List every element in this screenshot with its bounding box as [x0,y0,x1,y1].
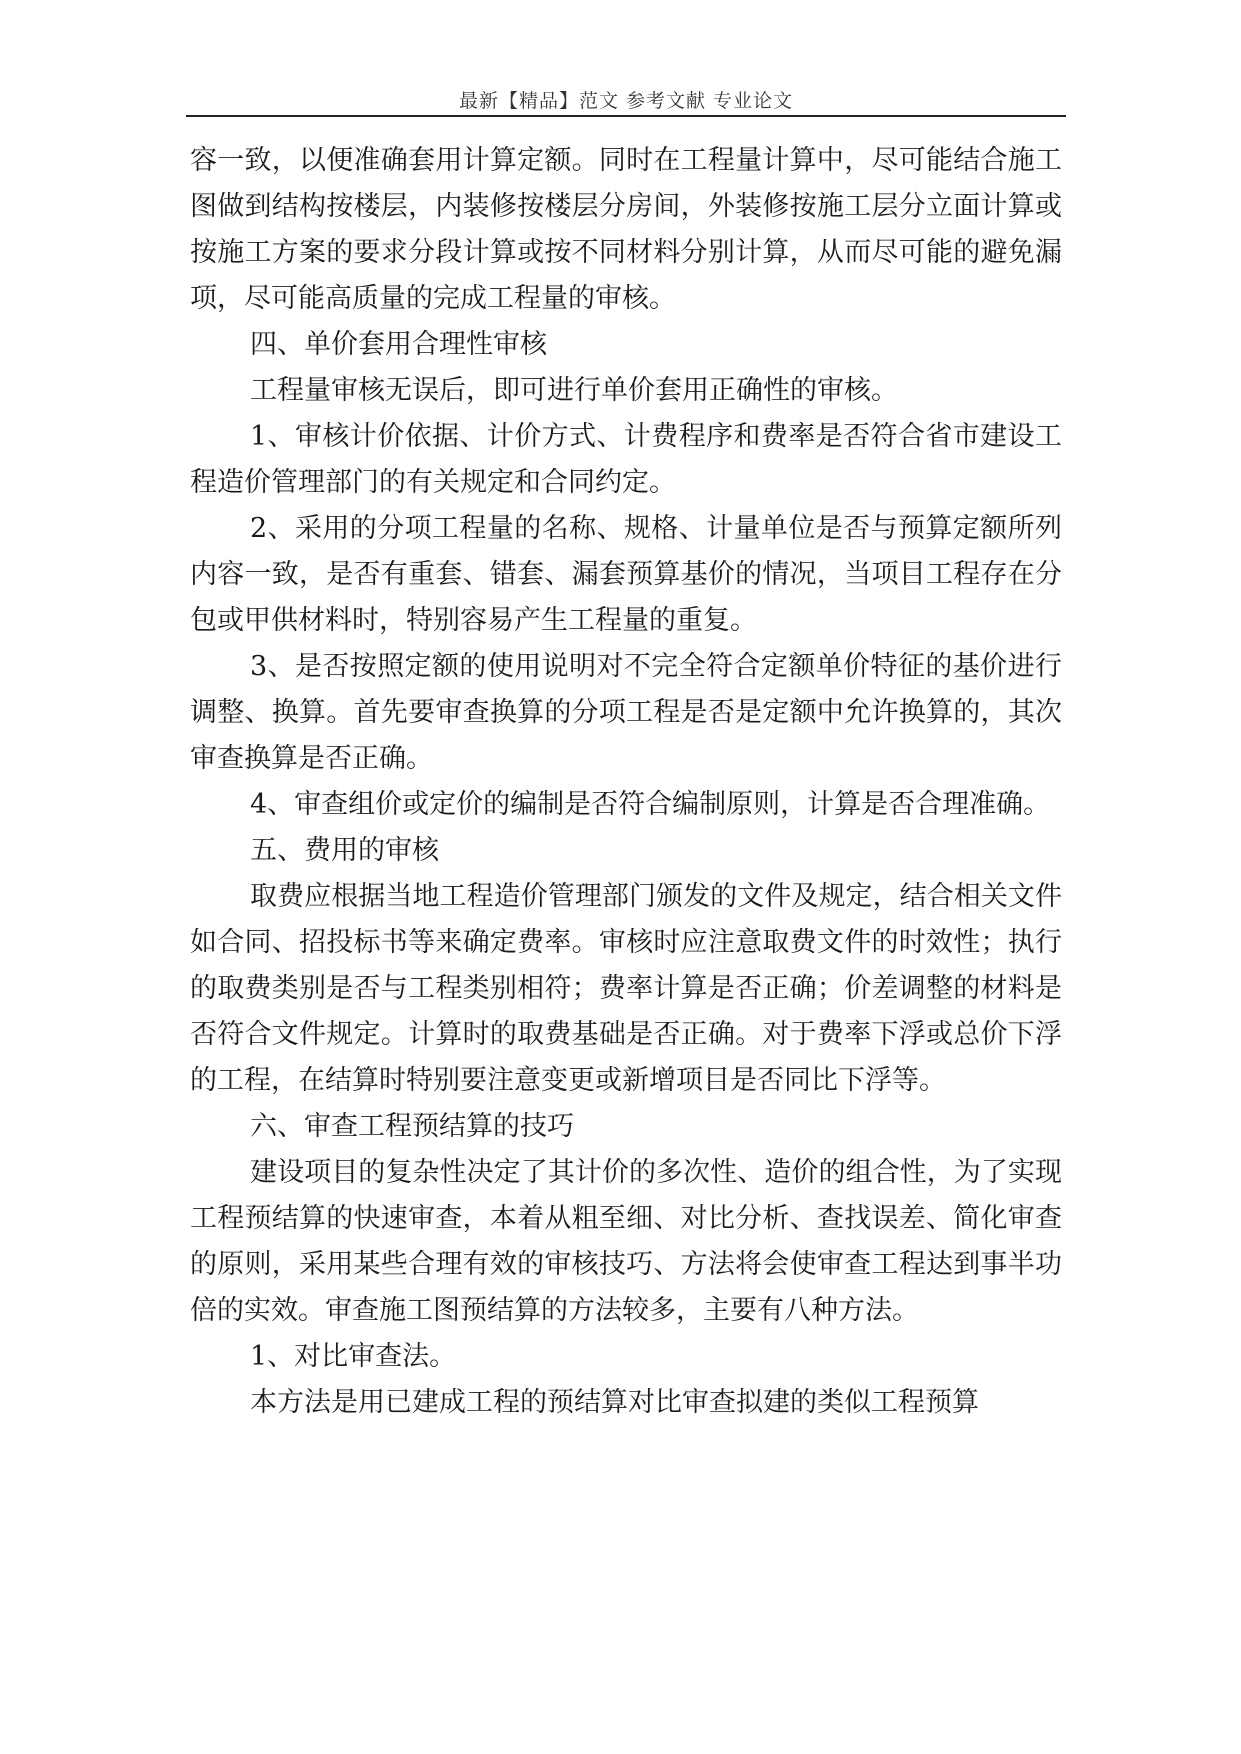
paragraph: 取费应根据当地工程造价管理部门颁发的文件及规定，结合相关文件如合同、招投标书等来确定费率。审核时应注意取费文件的时效性；执行的取费类别是否与工程类别相符；费率计算是否正确；价差调整的材料是否符合文件规定。计算时的取费基础是否正确。对于费率下浮或总价下浮的工程，在结算时特别要注意变更或新增项目是否同比下浮等。 [190,881,1062,1096]
paragraph: 工程量审核无误后，即可进行单价套用正确性的审核。 [250,375,898,406]
list-item: 2、采用的分项工程量的名称、规格、计量单位是否与预算定额所列内容一致，是否有重套、错套、漏套预算基价的情况，当项目工程存在分包或甲供材料时，特别容易产生工程量的重复。 [190,513,1062,636]
header-divider [186,115,1066,117]
section-heading: 六、审查工程预结算的技巧 [250,1111,574,1142]
list-item: 4、审查组价或定价的编制是否符合编制原则，计算是否合理准确。 [250,789,1051,820]
list-item: 3、是否按照定额的使用说明对不完全符合定额单价特征的基价进行调整、换算。首先要审查换算的分项工程是否是定额中允许换算的，其次审查换算是否正确。 [190,651,1062,774]
section-heading: 五、费用的审核 [250,835,439,866]
paragraph: 本方法是用已建成工程的预结算对比审查拟建的类似工程预算 [250,1387,979,1418]
page-header: 最新【精品】范文 参考文献 专业论文 [458,90,794,112]
paragraph: 建设项目的复杂性决定了其计价的多次性、造价的组合性，为了实现工程预结算的快速审查，本着从粗至细、对比分析、查找误差、简化审查的原则，采用某些合理有效的审核技巧、方法将会使审查工程达到事半功倍的实效。审查施工图预结算的方法较多，主要有八种方法。 [190,1157,1062,1326]
document-body [190,138,1062,1426]
paragraph: 容一致，以便准确套用计算定额。同时在工程量计算中，尽可能结合施工图做到结构按楼层，内装修按楼层分房间，外装修按施工层分立面计算或按施工方案的要求分段计算或按不同材料分别计算，从而尽可能的避免漏项，尽可能高质量的完成工程量的审核。 [190,145,1062,314]
section-heading: 四、单价套用合理性审核 [250,329,547,360]
list-item: 1、对比审查法。 [250,1341,457,1372]
list-item: 1、审核计价依据、计价方式、计费程序和费率是否符合省市建设工程造价管理部门的有关规定和合同约定。 [190,421,1062,498]
